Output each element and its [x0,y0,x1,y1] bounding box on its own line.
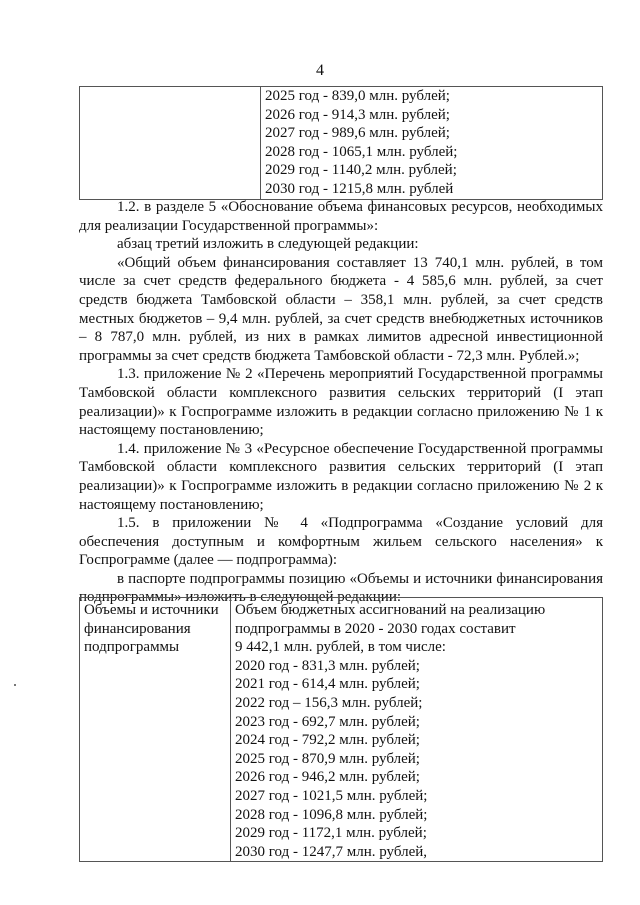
amount-line: 2027 год - 1021,5 млн. рублей; [235,787,428,804]
paragraph-1-2: 1.2. в разделе 5 «Обоснование объема финансовых ресурсов, необходимых для реализации Государственной программы»: [79,199,603,234]
amount-line: 2030 год - 1247,7 млн. рублей, [235,843,428,860]
label-line: финансирования [84,620,191,637]
funding-amounts-cell [231,598,603,862]
funding-line: 2029 год - 1140,2 млн. рублей; [265,162,457,179]
amount-line: 2028 год - 1096,8 млн. рублей; [235,806,428,823]
amount-line: 2029 год - 1172,1 млн. рублей; [235,825,427,842]
paragraph-abzac: абзац третий изложить в следующей редакции: [117,236,419,253]
funding-line: 2027 год - 989,6 млн. рублей; [265,125,450,142]
funding-line: 2028 год - 1065,1 млн. рублей; [265,143,458,160]
funding-years-cell [261,87,603,200]
page-number: 4 [316,62,324,79]
document-body [79,198,603,607]
amount-line: Объем бюджетных ассигнований на реализацию [235,602,546,618]
amount-line: 2024 год - 792,2 млн. рублей; [235,732,420,749]
paragraph-quote: «Общий объем финансирования составляет 13 740,1 млн. рублей, в том числе за счет средств федерального бюджета - 4 585,6 млн. рублей, за счет средств бюджета Тамбовской области – 358,1 млн. рублей, за счет средств местных бюджетов – 9,4 млн. рублей, за счет средств внебюджетных источников – 8 787,0 млн. рублей, из них в рамках лимитов адресной инвестиционной программы за счет средств бюджета Тамбовской области - 72,3 млн. Рублей.»; [79,254,603,364]
amount-line: 2021 год - 614,4 млн. рублей; [235,676,420,693]
table-empty-cell [80,87,261,200]
label-line: подпрограммы [84,639,180,656]
paragraph-passport: в паспорте подпрограммы позицию «Объемы и источники финансирования подпрограммы» изложить в следующей редакции: [79,570,603,606]
funding-sources-label-cell [80,598,231,862]
paragraph-1-3: 1.3. приложение № 2 «Перечень мероприятий Государственной программы Тамбовской области комплексного развития сельских территорий (I этап реализации)» к Госпрограмме изложить в редакции согласно приложению № 1 к настоящему постановлению; [79,366,603,439]
label-line: Объемы и источники [84,602,219,618]
subprogram-funding-table [79,597,603,862]
scan-speck [14,684,16,686]
paragraph-1-4: 1.4. приложение № 3 «Ресурсное обеспечение Государственной программы Тамбовской области комплексного развития сельских территорий (I этап реализации)» к Госпрограмме изложить в редакции согласно приложению № 2 к настоящему постановлению; [79,440,603,513]
amount-line: 2020 год - 831,3 млн. рублей; [235,657,420,674]
amount-line: 2026 год - 946,2 млн. рублей; [235,769,420,786]
amount-line: 2022 год – 156,3 млн. рублей; [235,694,423,711]
amount-line: 9 442,1 млн. рублей, в том числе: [235,639,446,656]
funding-line: 2026 год - 914,3 млн. рублей; [265,106,450,123]
funding-line: 2025 год - 839,0 млн. рублей; [265,88,450,104]
amount-line: 2025 год - 870,9 млн. рублей; [235,750,420,767]
funding-line: 2030 год - 1215,8 млн. рублей [265,180,454,197]
funding-table-continued [79,86,603,200]
amount-line: 2023 год - 692,7 млн. рублей; [235,713,420,730]
paragraph-1-5: 1.5. в приложении № 4 «Подпрограмма «Создание условий для обеспечения доступным и комфортным жильем сельского населения» к Госпрограмме (далее — подпрограмма): [79,515,603,569]
amount-line: подпрограммы в 2020 - 2030 годах составит [235,620,516,637]
